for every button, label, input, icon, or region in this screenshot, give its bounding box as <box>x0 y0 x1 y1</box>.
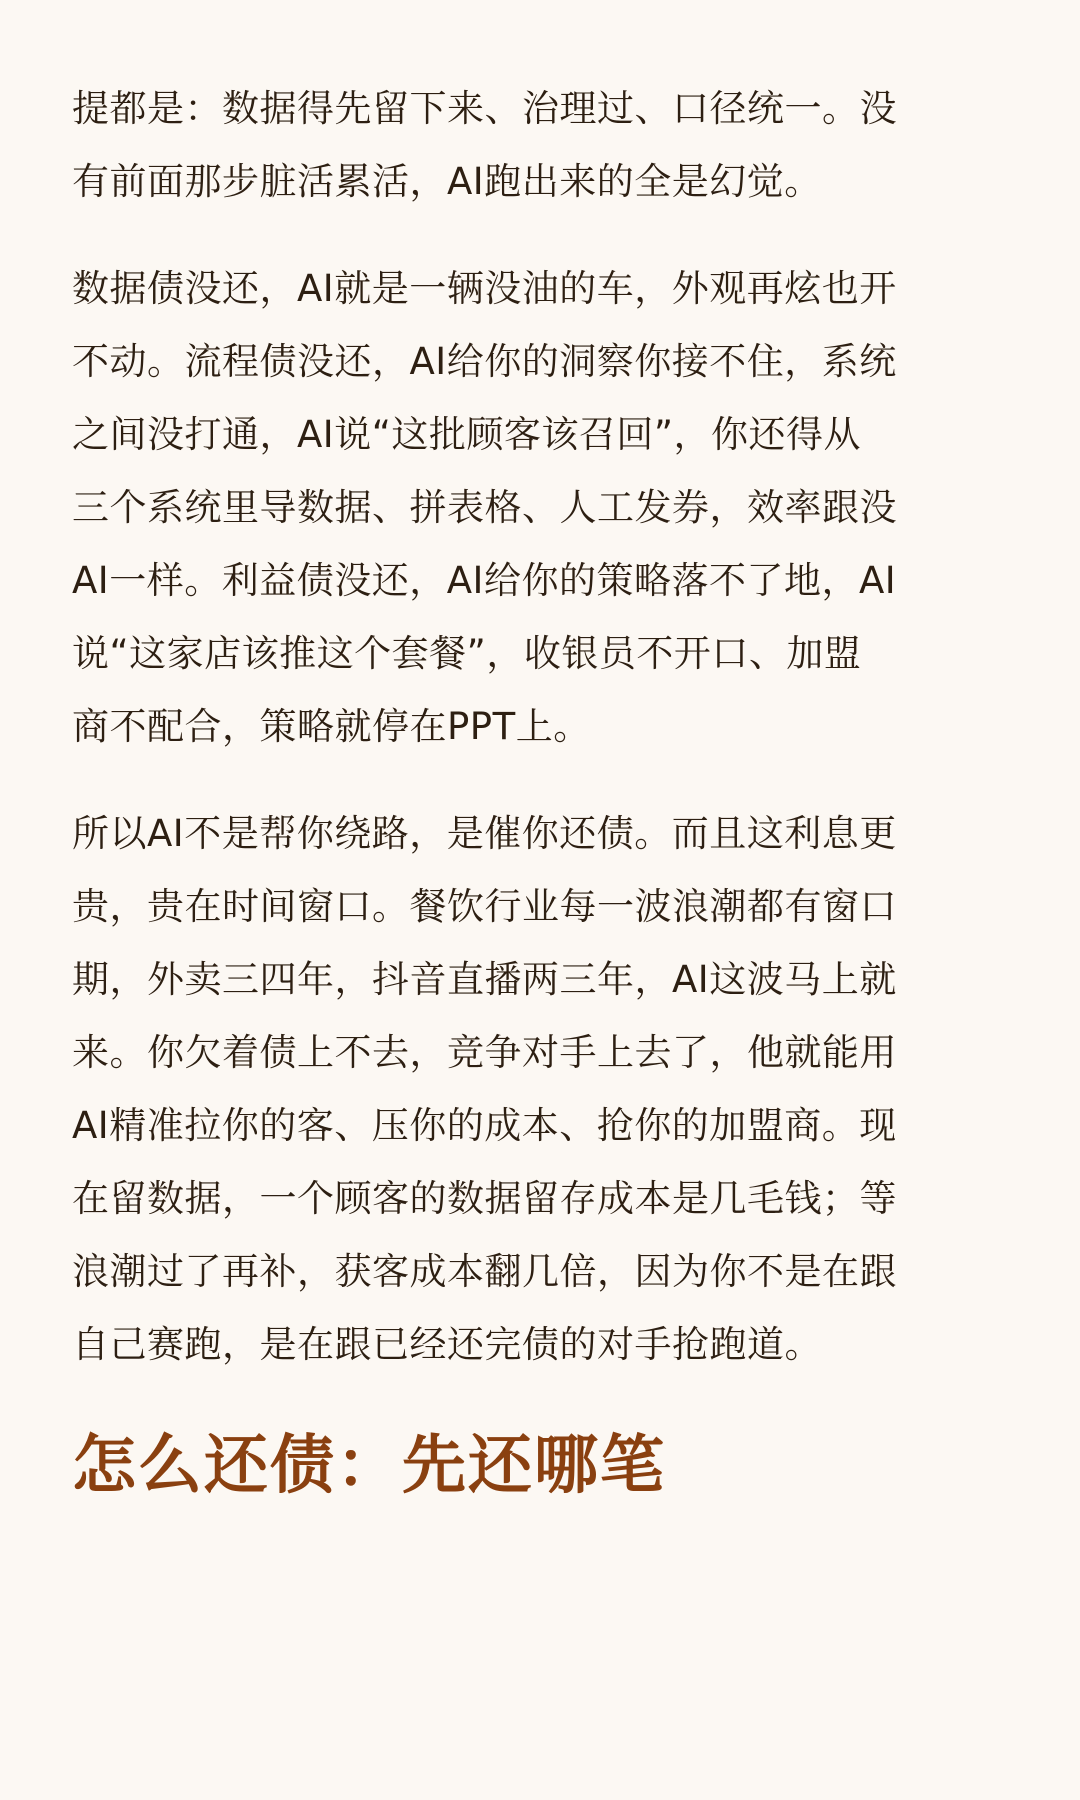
text-line: 期，外卖三四年，抖音直播两三年，AI这波马上就 <box>72 958 897 1001</box>
text-line: 在留数据，一个顾客的数据留存成本是几毛钱；等 <box>72 1177 897 1220</box>
text-line: 商不配合，策略就停在PPT上。 <box>72 705 591 748</box>
text-line: AI精准拉你的客、压你的成本、抢你的加盟商。现 <box>72 1104 897 1147</box>
article-body <box>72 72 1008 1511</box>
text-line: 自己赛跑，是在跟已经还完债的对手抢跑道。 <box>72 1323 822 1366</box>
text-line: 提都是：数据得先留下来、治理过、口径统一。没 <box>72 87 897 130</box>
text-line: 浪潮过了再补，获客成本翻几倍，因为你不是在跟 <box>72 1250 897 1293</box>
text-line: 说“这家店该推这个套餐”，收银员不开口、加盟 <box>72 632 862 675</box>
paragraph-intro-conclusion <box>72 72 1008 218</box>
text-line: 之间没打通，AI说“这批顾客该召回”，你还得从 <box>72 413 862 456</box>
text-line: 三个系统里导数据、拼表格、人工发券，效率跟没 <box>72 486 897 529</box>
paragraph-three-debts <box>72 252 1008 763</box>
section-heading: 怎么还债：先还哪笔 <box>72 1429 666 1503</box>
text-line: 不动。流程债没还，AI给你的洞察你接不住，系统 <box>72 340 897 383</box>
text-line: 有前面那步脏活累活，AI跑出来的全是幻觉。 <box>72 160 822 203</box>
paragraph-time-window <box>72 797 1008 1381</box>
text-line: 来。你欠着债上不去，竞争对手上去了，他就能用 <box>72 1031 897 1074</box>
text-line: AI一样。利益债没还，AI给你的策略落不了地，AI <box>72 559 897 602</box>
text-line: 数据债没还，AI就是一辆没油的车，外观再炫也开 <box>72 267 897 310</box>
text-line: 所以AI不是帮你绕路，是催你还债。而且这利息更 <box>72 812 897 855</box>
text-line: 贵，贵在时间窗口。餐饮行业每一波浪潮都有窗口 <box>72 885 897 928</box>
